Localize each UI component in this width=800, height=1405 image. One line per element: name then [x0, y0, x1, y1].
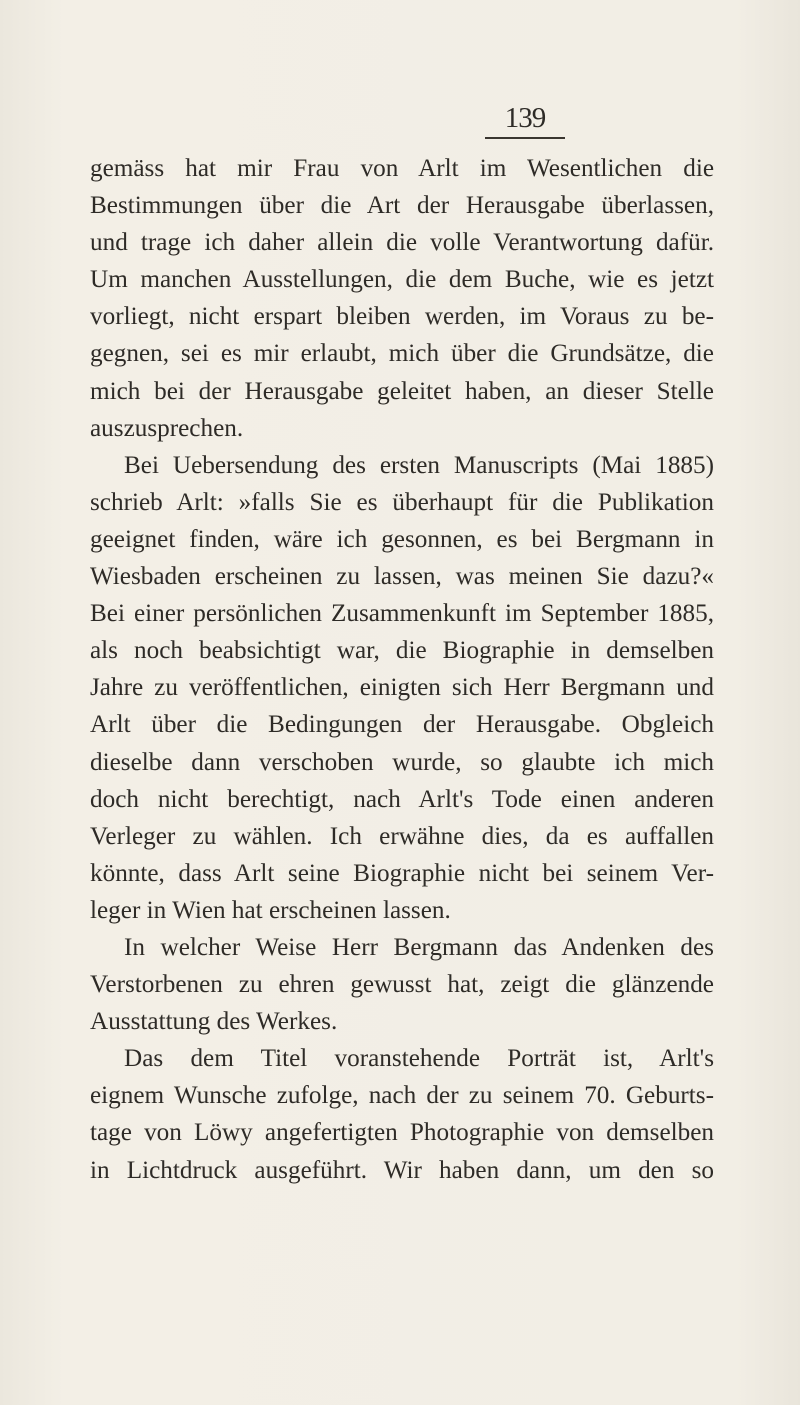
- text-line: könnte, dass Arlt seine Biographie nicht bei seinem Ver-: [90, 859, 714, 887]
- text-line: Verstorbenen zu ehren gewusst hat, zeigt die glänzende: [90, 971, 714, 999]
- text-line: Ausstattung des Werkes.: [90, 1008, 338, 1036]
- text-line: In welcher Weise Herr Bergmann das Andenken des: [124, 933, 714, 961]
- body-text: [90, 150, 714, 1189]
- text-line: dieselbe dann verschoben wurde, so glaubte ich mich: [90, 748, 714, 776]
- text-line: eignem Wunsche zufolge, nach der zu seinem 70. Geburts-: [90, 1082, 714, 1110]
- text-line: tage von Löwy angefertigten Photographie von demselben: [90, 1119, 714, 1147]
- text-line: mich bei der Herausgabe geleitet haben, an dieser Stelle: [90, 377, 714, 405]
- text-line: schrieb Arlt: »falls Sie es überhaupt für die Publikation: [90, 488, 714, 516]
- text-line: Das dem Titel voranstehende Porträt ist, Arlt's: [124, 1045, 714, 1073]
- text-line: gegnen, sei es mir erlaubt, mich über die Grundsätze, die: [90, 340, 714, 368]
- text-line: doch nicht berechtigt, nach Arlt's Tode einen anderen: [90, 785, 714, 813]
- text-line: geeignet finden, wäre ich gesonnen, es bei Bergmann in: [90, 525, 714, 553]
- text-line: Jahre zu veröffentlichen, einigten sich Herr Bergmann und: [90, 674, 714, 702]
- text-line: Bestimmungen über die Art der Herausgabe überlassen,: [90, 192, 714, 220]
- text-line: leger in Wien hat erscheinen lassen.: [90, 896, 451, 924]
- text-line: und trage ich daher allein die volle Verantwortung dafür.: [90, 229, 714, 257]
- text-line: Bei Uebersendung des ersten Manuscripts (Mai 1885): [124, 451, 714, 479]
- text-line: gemäss hat mir Frau von Arlt im Wesentlichen die: [90, 155, 714, 182]
- text-line: auszusprechen.: [90, 414, 244, 442]
- text-line: Verleger zu wählen. Ich erwähne dies, da es auffallen: [90, 822, 714, 850]
- text-line: in Lichtdruck ausgeführt. Wir haben dann, um den so: [90, 1156, 714, 1184]
- text-line: Bei einer persönlichen Zusammenkunft im September 1885,: [90, 600, 714, 628]
- text-line: als noch beabsichtigt war, die Biographie in demselben: [90, 637, 714, 665]
- text-line: Um manchen Ausstellungen, die dem Buche, wie es jetzt: [90, 266, 714, 294]
- page-number: 139: [485, 104, 565, 139]
- text-line: Wiesbaden erscheinen zu lassen, was meinen Sie dazu?«: [90, 563, 714, 591]
- text-line: vorliegt, nicht erspart bleiben werden, im Voraus zu be-: [90, 303, 714, 331]
- text-line: Arlt über die Bedingungen der Herausgabe. Obgleich: [90, 711, 714, 739]
